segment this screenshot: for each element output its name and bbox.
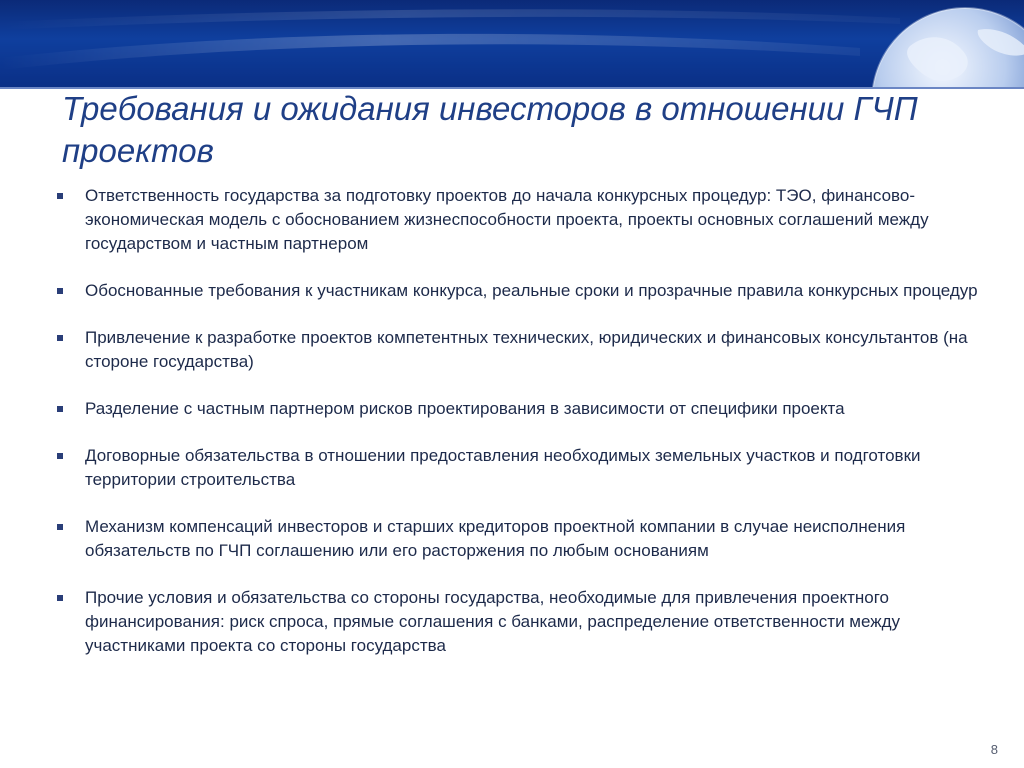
bullet-item — [50, 444, 985, 492]
square-bullet-icon — [57, 595, 63, 601]
square-bullet-icon — [57, 288, 63, 294]
slide-title: Требования и ожидания инвесторов в отношении ГЧП проектов — [62, 90, 918, 169]
bullet-item — [50, 279, 985, 303]
page-number: 8 — [990, 742, 998, 757]
square-bullet-icon — [57, 193, 63, 199]
bullet-item — [50, 515, 985, 563]
square-bullet-icon — [57, 335, 63, 341]
bullet-list — [50, 184, 985, 681]
bullet-text: Привлечение к разработке проектов компетентных технических, юридических и финансовых консультантов (на стороне государства) — [85, 328, 968, 371]
bullet-item — [50, 397, 985, 421]
bullet-text: Разделение с частным партнером рисков проектирования в зависимости от специфики проекта — [85, 399, 845, 418]
bullet-text: Договорные обязательства в отношении предоставления необходимых земельных участков и подготовки территории строительства — [85, 446, 921, 489]
square-bullet-icon — [57, 524, 63, 530]
header-banner — [0, 0, 1024, 87]
bullet-text: Прочие условия и обязательства со стороны государства, необходимые для привлечения проектного финансирования: риск спроса, прямые соглашения с банками, распределение ответственности между участниками проекта со стороны государства — [85, 588, 901, 655]
bullet-text: Ответственность государства за подготовку проектов до начала конкурсных процедур: ТЭО, финансово-экономическая модель с обоснованием жизнеспособности проекта, проекты основных соглашений между государством и частным партнером — [85, 186, 929, 253]
bullet-text: Механизм компенсаций инвесторов и старших кредиторов проектной компании в случае неисполнения обязательств по ГЧП соглашению или его расторжения по любым основаниям — [85, 517, 906, 560]
bullet-text: Обоснованные требования к участникам конкурса, реальные сроки и прозрачные правила конкурсных процедур — [85, 281, 978, 300]
bullet-item — [50, 586, 985, 658]
bullet-item — [50, 184, 985, 256]
bullet-item — [50, 326, 985, 374]
square-bullet-icon — [57, 406, 63, 412]
square-bullet-icon — [57, 453, 63, 459]
globe-icon — [870, 6, 1024, 87]
